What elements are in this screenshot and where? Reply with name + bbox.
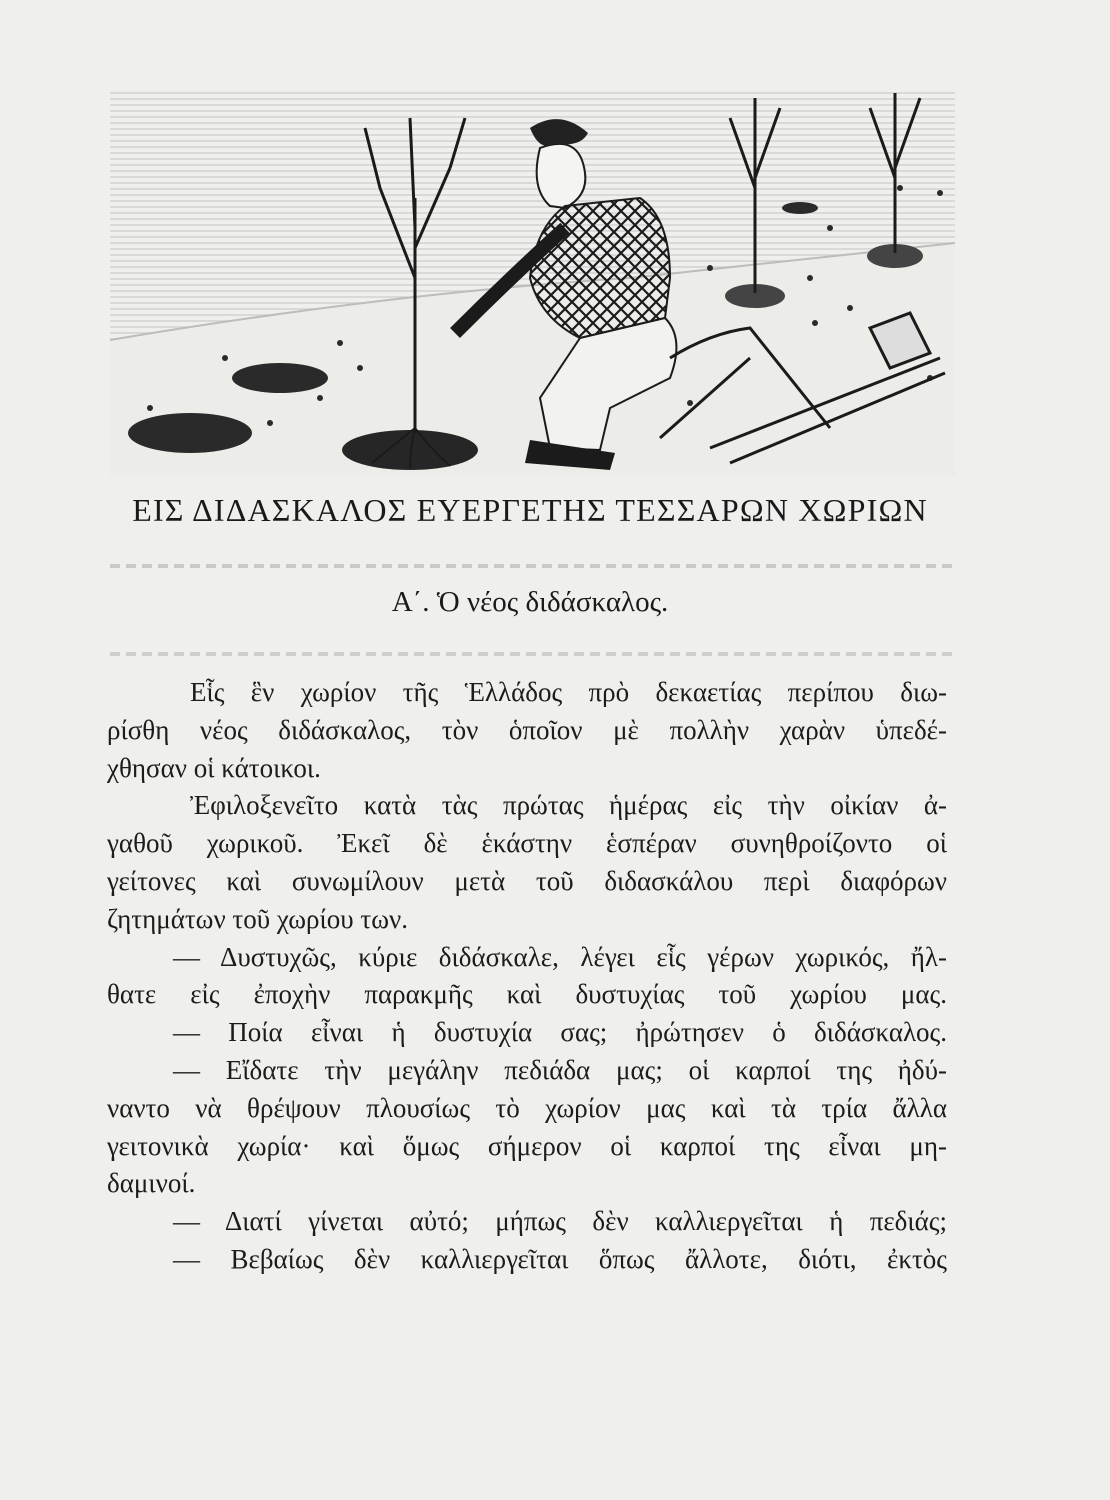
text-line: ζητημάτων τοῦ χωρίου των. — [107, 903, 408, 934]
ornament-divider-bottom — [110, 640, 955, 668]
text-line: ναντο νὰ θρέψουν πλουσίως τὸ χωρίον μας καὶ τὰ τρία ἄλλα — [107, 1092, 947, 1123]
text-line: χθησαν οἱ κάτοικοι. — [107, 752, 321, 783]
chapter-title: ΕΙΣ ΔΙΔΑΣΚΑΛΟΣ ΕΥΕΡΓΕΤΗΣ ΤΕΣΣΑΡΩΝ ΧΩΡΙΩΝ — [132, 492, 928, 528]
text-line: — Βεβαίως δὲν καλλιεργεῖται ὅπως ἄλλοτε, διότι, ἐκτὸς — [173, 1243, 947, 1274]
text-line: γειτονικὰ χωρία· καὶ ὅμως σήμερον οἱ καρποί της εἶναι μη- — [107, 1130, 947, 1161]
section-subtitle: Α΄. Ὁ νέος διδάσκαλος. — [391, 586, 669, 618]
boy-planting-trees-illustration — [110, 78, 955, 476]
ornament-divider-top — [110, 552, 955, 580]
body-text — [107, 674, 947, 1279]
text-line: γείτονες καὶ συνωμίλουν μετὰ τοῦ διδασκάλου περὶ διαφόρων — [107, 865, 947, 896]
text-line: — Διατί γίνεται αὐτό; μήπως δὲν καλλιεργεῖται ἡ πεδιάς; — [173, 1206, 947, 1237]
text-line: Ἐφιλοξενεῖτο κατὰ τὰς πρώτας ἡμέρας εἰς τὴν οἰκίαν ἀ- — [190, 790, 947, 821]
text-line: γαθοῦ χωρικοῦ. Ἐκεῖ δὲ ἑκάστην ἑσπέραν συνηθροίζοντο οἱ — [107, 828, 947, 859]
text-line: — Δυστυχῶς, κύριε διδάσκαλε, λέγει εἷς γέρων χωρικός, ἤλ- — [173, 941, 947, 972]
text-line: θατε εἰς ἐποχὴν παρακμῆς καὶ δυστυχίας τοῦ χωρίου μας. — [107, 979, 947, 1010]
text-line: — Εἴδατε τὴν μεγάλην πεδιάδα μας; οἱ καρποί της ἠδύ- — [173, 1054, 947, 1085]
text-line: — Ποία εἶναι ἡ δυστυχία σας; ἠρώτησεν ὁ διδάσκαλος. — [173, 1017, 947, 1048]
text-line: Εἷς ἓν χωρίον τῆς Ἑλλάδος πρὸ δεκαετίας περίπου διω- — [190, 677, 947, 707]
text-line: ρίσθη νέος διδάσκαλος, τὸν ὁποῖον μὲ πολλὴν χαρὰν ὑπεδέ- — [107, 714, 947, 745]
text-line: δαμινοί. — [107, 1168, 196, 1199]
